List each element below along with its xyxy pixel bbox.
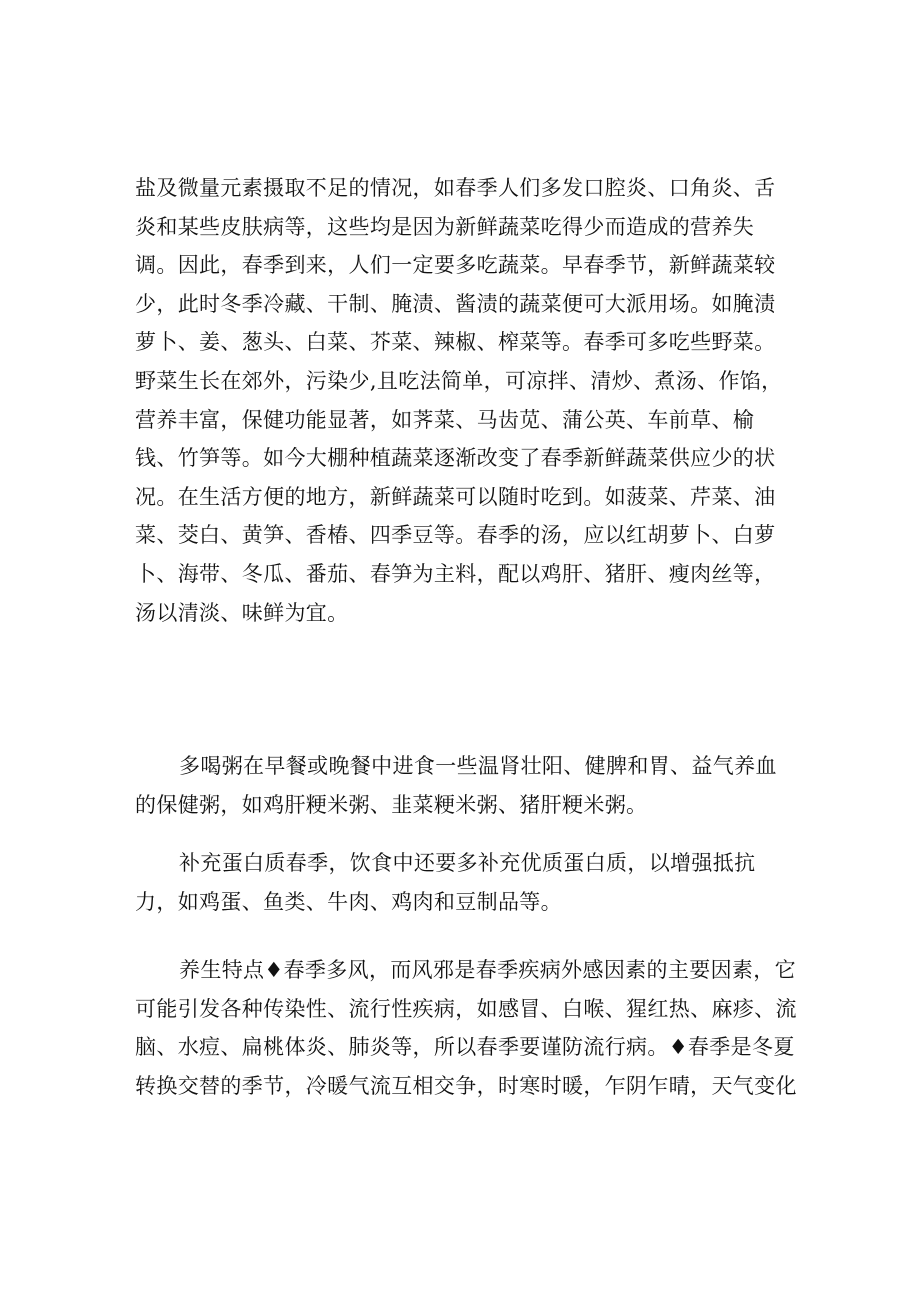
text-line: 况。在生活方便的地方，新鲜蔬菜可以随时吃到。如菠菜、芹菜、油 <box>135 484 776 509</box>
text-line: 野菜生长在郊外，污染少,且吃法简单，可凉拌、清炒、煮汤、作馅， <box>135 368 783 393</box>
text-line: 力，如鸡蛋、鱼类、牛肉、鸡肉和豆制品等。 <box>135 889 562 914</box>
text-line: 少，此时冬季冷藏、干制、腌渍、酱渍的蔬菜便可大派用场。如腌渍 <box>135 291 776 316</box>
text-line: 养生特点♦春季多风，而风邪是春季疾病外感因素的主要因素，它 <box>179 958 796 982</box>
text-line: 炎和某些皮肤病等，这些均是因为新鲜蔬菜吃得少而造成的营养失 <box>135 214 755 239</box>
text-line: 钱、竹笋等。如今大棚种植蔬菜逐渐改变了春季新鲜蔬菜供应少的状 <box>135 446 776 471</box>
text-line: 卜、海带、冬瓜、番茄、春笋为主料，配以鸡肝、猪肝、瘦肉丝等， <box>135 561 776 586</box>
paragraph-protein <box>135 844 800 921</box>
paragraph-porridge <box>135 747 800 824</box>
text-line: 补充蛋白质春季，饮食中还要多补充优质蛋白质，以增强抵抗 <box>179 851 756 875</box>
text-line: 脑、水痘、扁桃体炎、肺炎等，所以春季要谨防流行病。♦春季是冬夏 <box>135 1035 795 1060</box>
paragraph-health-features <box>135 951 800 1105</box>
text-line: 菜、茭白、黄笋、香椿、四季豆等。春季的汤，应以红胡萝卜、白萝 <box>135 523 776 548</box>
text-line: 转换交替的季节，冷暖气流互相交争，时寒时暖，乍阴乍晴，天气变化 <box>135 1073 797 1098</box>
text-line: 营养丰富，保健功能显著，如荠菜、马齿苋、蒲公英、车前草、榆 <box>135 407 755 432</box>
text-line: 萝卜、姜、葱头、白菜、芥菜、辣椒、榨菜等。春季可多吃些野菜。 <box>135 330 776 355</box>
text-line: 调。因此，春季到来，人们一定要多吃蔬菜。早春季节，新鲜蔬菜较 <box>135 253 776 278</box>
text-line: 盐及微量元素摄取不足的情况，如春季人们多发口腔炎、口角炎、舌 <box>135 176 776 200</box>
paragraph-vegetables <box>135 169 800 632</box>
text-line: 可能引发各种传染性、流行性疾病，如感冒、白喉、猩红热、麻疹、流 <box>135 996 797 1021</box>
text-line: 多喝粥在早餐或晚餐中进食一些温肾壮阳、健脾和胃、益气养血 <box>179 754 777 778</box>
text-line: 的保健粥，如鸡肝粳米粥、韭菜粳米粥、猪肝粳米粥。 <box>135 792 648 817</box>
text-line: 汤以清淡、味鲜为宜。 <box>135 600 349 625</box>
